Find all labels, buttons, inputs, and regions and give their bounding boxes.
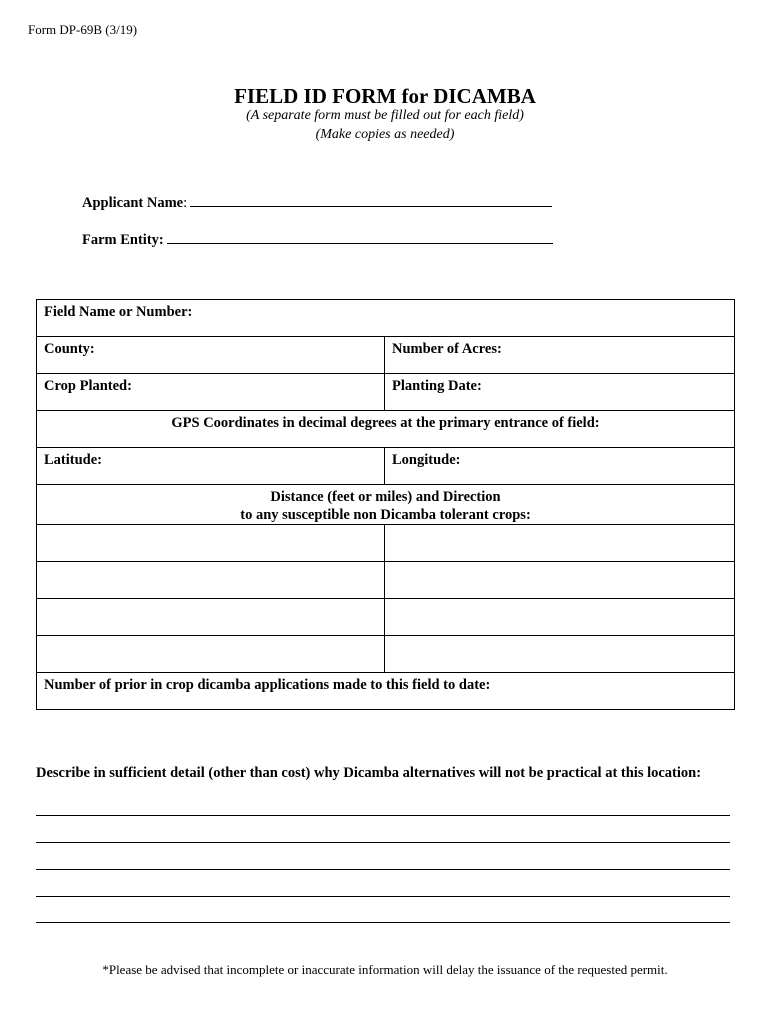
subtitle-make-copies: (Make copies as needed) [315,127,455,142]
field-name-cell[interactable] [37,300,735,337]
table-row [37,599,735,636]
table-row [37,411,735,448]
applicant-name-row [82,194,552,212]
direction-entry-cell[interactable] [385,562,735,599]
applicant-name-colon: : [183,195,188,211]
distance-header [44,485,727,524]
prior-applications-label: Number of prior in crop dicamba applications made to this field to date: [44,677,491,693]
writing-line[interactable] [36,922,730,923]
writing-line[interactable] [36,896,730,897]
distance-header-cell [37,485,735,525]
acres-cell[interactable] [385,337,735,374]
prior-applications-cell[interactable] [37,673,735,710]
table-row [37,562,735,599]
planting-date-label: Planting Date: [392,378,482,394]
longitude-label: Longitude: [392,452,461,468]
table-row [37,636,735,673]
distance-entry-cell[interactable] [37,636,385,673]
longitude-cell[interactable] [385,448,735,485]
county-label: County: [44,341,95,357]
distance-entry-cell[interactable] [37,599,385,636]
latitude-label: Latitude: [44,452,102,468]
gps-header-cell [37,411,735,448]
writing-line[interactable] [36,842,730,843]
crop-label: Crop Planted: [44,378,132,394]
farm-entity-field[interactable] [167,231,553,244]
direction-entry-cell[interactable] [385,636,735,673]
acres-label: Number of Acres: [392,341,502,357]
field-name-label: Field Name or Number: [44,304,193,320]
planting-date-cell[interactable] [385,374,735,411]
table-row [37,374,735,411]
field-info-table [36,299,735,710]
distance-header-line-2: to any susceptible non Dicamba tolerant crops: [240,507,531,523]
distance-entry-cell[interactable] [37,562,385,599]
table-row [37,485,735,525]
writing-line[interactable] [36,869,730,870]
table-row [37,448,735,485]
farm-entity-label: Farm Entity: [82,232,164,248]
applicant-name-field[interactable] [190,194,552,207]
form-title: FIELD ID FORM for DICAMBA [234,84,536,108]
direction-entry-cell[interactable] [385,599,735,636]
county-cell[interactable] [37,337,385,374]
describe-prompt: Describe in sufficient detail (other than cost) why Dicamba alternatives will not be practical at this location: [36,765,702,781]
form-number: Form DP-69B (3/19) [28,22,138,37]
table-row [37,525,735,562]
latitude-cell[interactable] [37,448,385,485]
subtitle-separate-form: (A separate form must be filled out for each field) [246,108,524,123]
distance-entry-cell[interactable] [37,525,385,562]
table-row [37,673,735,710]
table-row [37,300,735,337]
applicant-name-label: Applicant Name [82,195,184,211]
distance-header-line-1: Distance (feet or miles) and Direction [270,489,501,505]
table-row [37,337,735,374]
gps-header: GPS Coordinates in decimal degrees at the primary entrance of field: [171,415,600,431]
crop-cell[interactable] [37,374,385,411]
footnote: *Please be advised that incomplete or inaccurate information will delay the issuance of the requested permit. [102,962,668,977]
writing-line[interactable] [36,815,730,816]
direction-entry-cell[interactable] [385,525,735,562]
farm-entity-row [82,231,553,249]
